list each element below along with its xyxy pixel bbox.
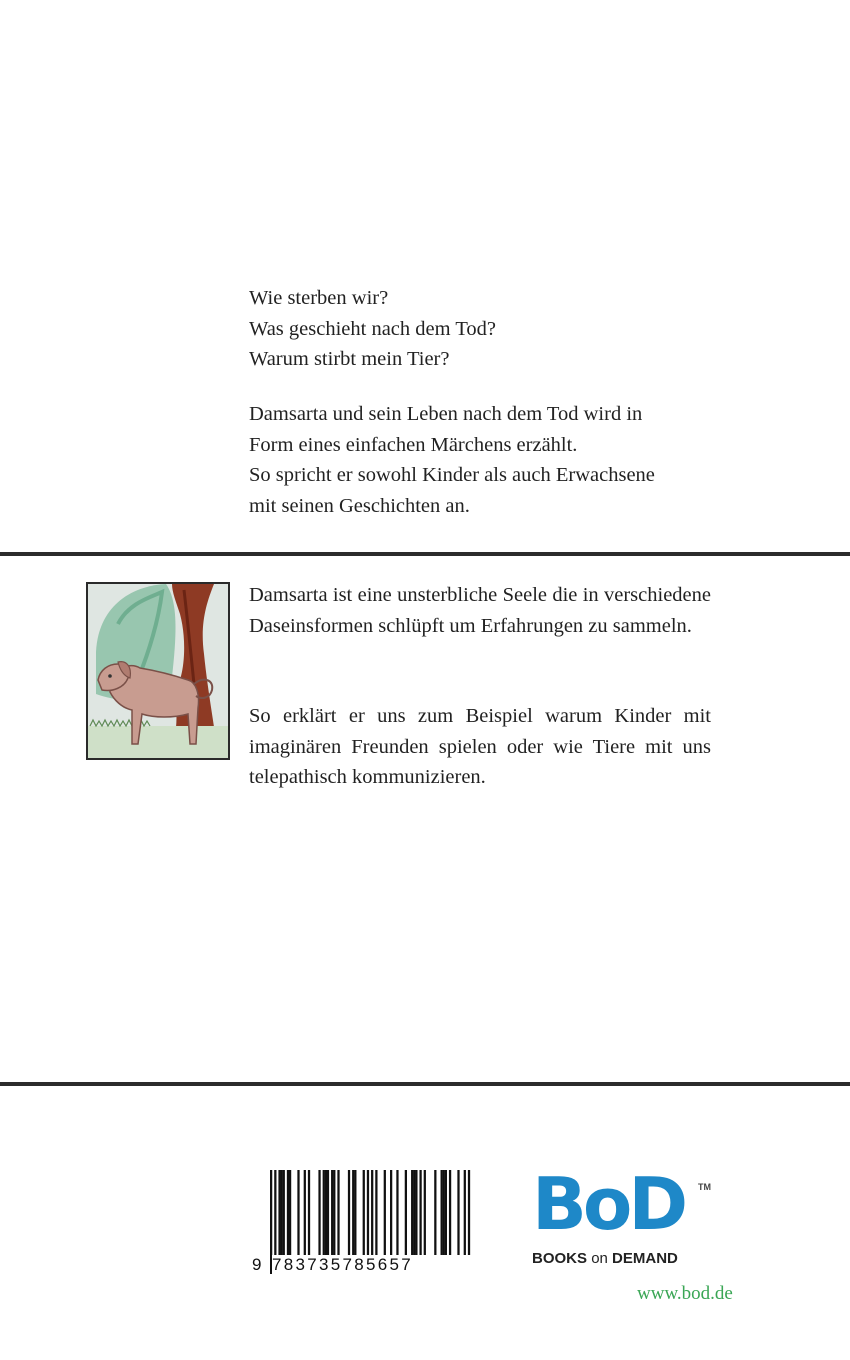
barcode-bar bbox=[457, 1170, 459, 1262]
barcode-bar bbox=[411, 1170, 413, 1262]
barcode-bar bbox=[333, 1170, 335, 1262]
isbn-first-digit: 9 bbox=[252, 1255, 262, 1274]
website-link[interactable]: www.bod.de bbox=[637, 1283, 733, 1304]
bottom-divider bbox=[0, 1082, 850, 1086]
barcode-bar bbox=[419, 1170, 421, 1262]
question-line: Warum stirbt mein Tier? bbox=[249, 348, 450, 370]
intro-line: So spricht er sowohl Kinder als auch Erwachsene bbox=[249, 464, 655, 486]
barcode-bar bbox=[445, 1170, 447, 1262]
barcode-bar bbox=[297, 1170, 299, 1262]
questions-block bbox=[249, 283, 711, 375]
bod-logo-mark: BoD bbox=[532, 1162, 685, 1246]
question-line: Wie sterben wir? bbox=[249, 287, 389, 309]
barcode-bar bbox=[331, 1170, 333, 1262]
tagline-demand: DEMAND bbox=[612, 1250, 678, 1267]
barcode-bar bbox=[449, 1170, 451, 1262]
barcode-bar bbox=[287, 1170, 289, 1262]
barcode-bar bbox=[352, 1170, 354, 1262]
about-paragraph-2 bbox=[249, 701, 711, 793]
barcode-bar bbox=[348, 1170, 350, 1262]
about-text-2: So erklärt er uns zum Beispiel warum Kinder mit imaginären Freunden spielen oder wie Tiere mit uns telepathisch kommunizieren. bbox=[249, 705, 711, 788]
barcode-bar bbox=[375, 1170, 377, 1262]
dog-drawing-icon bbox=[86, 582, 230, 760]
tagline-books: BOOKS bbox=[532, 1250, 588, 1267]
barcode-bar bbox=[441, 1170, 443, 1262]
barcode-bar bbox=[363, 1170, 365, 1262]
intro-block bbox=[249, 399, 711, 521]
about-text-1: Damsarta ist eine unsterbliche Seele die in verschiedene Daseinsformen schlüpft um Erfahrungen zu sammeln. bbox=[249, 584, 711, 637]
intro-line: Form eines einfachen Märchens erzählt. bbox=[249, 433, 578, 456]
barcode-bar bbox=[390, 1170, 392, 1262]
barcode-bar bbox=[327, 1170, 329, 1262]
top-divider bbox=[0, 552, 850, 556]
barcode-bar bbox=[443, 1170, 445, 1262]
barcode-bar bbox=[323, 1170, 325, 1262]
barcode-bar bbox=[434, 1170, 436, 1262]
intro-line: Damsarta und sein Leben nach dem Tod wird in bbox=[249, 403, 643, 425]
barcode-bar bbox=[304, 1170, 306, 1262]
barcode-bar bbox=[278, 1170, 280, 1262]
barcode-bar bbox=[384, 1170, 386, 1262]
barcode-bar bbox=[354, 1170, 356, 1262]
barcode-bar bbox=[413, 1170, 415, 1262]
barcode-bar bbox=[308, 1170, 310, 1262]
barcode-bar bbox=[289, 1170, 291, 1262]
isbn-number bbox=[252, 1252, 474, 1278]
trademark-mark: TM bbox=[698, 1182, 711, 1192]
barcode-bar bbox=[424, 1170, 426, 1262]
bod-tagline bbox=[532, 1250, 678, 1267]
barcode-bar bbox=[396, 1170, 398, 1262]
barcode-bar bbox=[283, 1170, 285, 1262]
barcode-bar bbox=[405, 1170, 407, 1262]
isbn-digits: 783735785657 bbox=[272, 1255, 472, 1275]
bod-logo bbox=[532, 1162, 714, 1270]
barcode-bar bbox=[281, 1170, 283, 1262]
about-paragraph-1 bbox=[249, 580, 711, 641]
barcode-bar bbox=[325, 1170, 327, 1262]
barcode-bar bbox=[337, 1170, 339, 1262]
barcode-bar bbox=[318, 1170, 320, 1262]
tagline-on: on bbox=[591, 1250, 608, 1267]
question-line: Was geschieht nach dem Tod? bbox=[249, 317, 497, 340]
barcode-bar bbox=[415, 1170, 417, 1262]
intro-line: mit seinen Geschichten an. bbox=[249, 494, 470, 517]
